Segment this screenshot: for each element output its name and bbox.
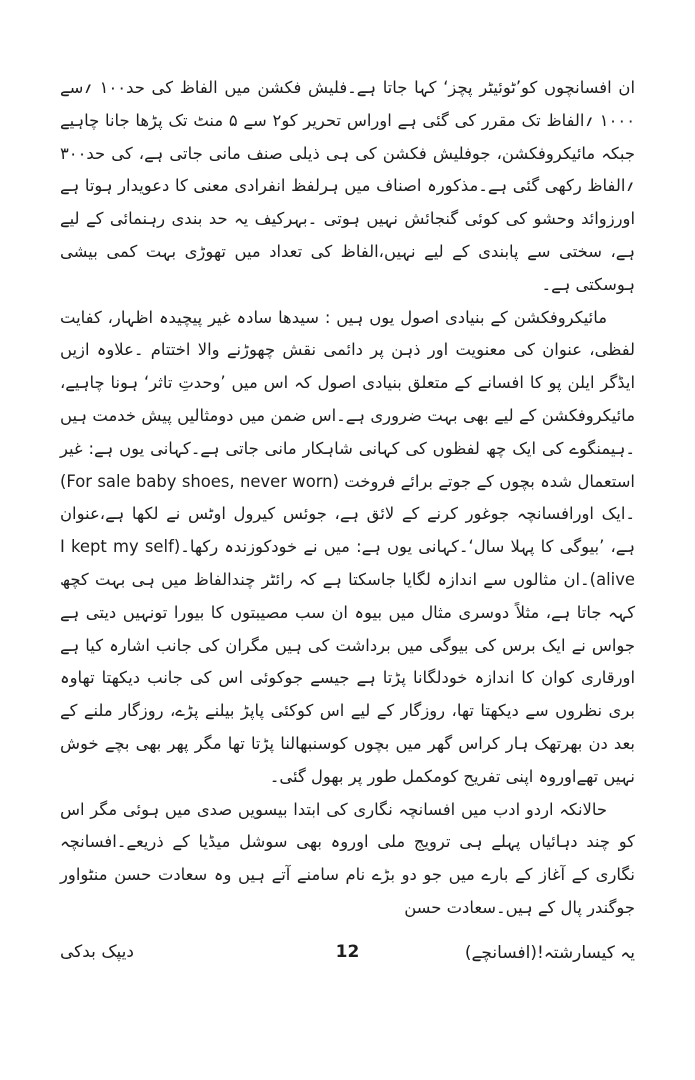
paragraph-1: ان افسانچوں کو’ٹوئیٹر پچز‘ کہا جاتا ہے۔فلیش فکشن میں الفاظ کی حد۱۰۰ ؍سے ۱۰۰۰ ؍الفاظ تک مقرر کی گئی ہے اوراس تحریر کو۲ سے ۵ منٹ تک پڑھا جانا چاہیے جبکہ مائیکروفکشن، جوفلیش فکشن کی ہی ذیلی صنف مانی جاتی ہے، کی حد۳۰۰ ؍الفاظ رکھی گئی ہے۔مذکورہ اصناف میں ہرلفظ انفرادی معنی کا دعویدار ہوتا ہے اورزوائد وحشو کی کوئی گنجائش نہیں ہوتی ۔بہرکیف یہ حد بندی رہنمائی کے لیے ہے، سختی سے پابندی کے لیے نہیں،الفاظ کی تعداد میں تھوڑی بہت کمی بیشی ہوسکتی ہے۔ — [60, 78, 636, 294]
footer-book-title: یہ کیسارشتہ!(افسانچے) — [464, 943, 635, 963]
paragraph-3: حالانکہ اردو ادب میں افسانچہ نگاری کی ابتدا بیسویں صدی میں ہوئی مگر اس کو چند دہائیاں پہلے ہی ترویج ملی اوروہ بھی سوشل میڈیا کے ذریعے۔افسانچہ نگاری کے آغاز کے بارے میں جو دو بڑے نام سامنے آتے ہیں وہ سعادت حسن منٹواور جوگندر پال کے ہیں۔سعادت حسن — [60, 799, 635, 917]
page-footer — [60, 942, 635, 982]
paragraph-2: مائیکروفکشن کے بنیادی اصول یوں ہیں : سیدھا سادہ غیر پیچیدہ اظہار، کفایت لفظی، عنوان کی معنویت اور ذہن پر دائمی نقش چھوڑنے والا اختتام ۔علاوہ ازیں ایڈگر ایلن پو کا افسانے کے متعلق بنیادی اصول کہ اس میں ’وحدتِ تاثر‘ ہونا چاہیے، مائیکروفکشن کے لیے بھی بہت ضروری ہے۔اس ضمن میں دومثالیں پیش خدمت ہیں ۔ہیمنگوے کی ایک چھ لفظوں کی کہانی شاہکار مانی جاتی ہے۔کہانی یوں ہے: غیر استعمال شدہ بچوں کے جوتے برائے فروخت (For sale baby shoes, never worn) ۔ایک اورافسانچہ جوغور کرنے کے لائق ہے، جوئس کیرول اوٹس نے لکھا ہے،عنوان ہے، ’بیوگی کا پہلا سال‘۔کہانی یوں ہے: میں نے خودکوزندہ رکھا۔(I kept my self alive)۔ان مثالوں سے اندازہ لگایا جاسکتا ہے کہ رائٹر چندالفاظ میں ہی بہت کچھ کہہ جاتا ہے، مثلاً دوسری مثال میں بیوہ ان سب مصیبتوں کا بیورا تونہیں دیتی ہے جواس نے ایک برس کی بیوگی میں برداشت کی ہیں مگران کی جانب اشارہ کیا ہے اورقاری کوان کا اندازہ خودلگانا پڑتا ہے جیسے جوکوئی اس کی جانب دیکھتا تھاوہ بری نظروں سے دیکھتا تھا، روزگار کے لیے اس کوکئی پاپڑ بیلنے پڑے، روزگار ملنے کے بعد دن بھرتھک ہار کراس گھر میں بچوں کوسنبھالنا پڑتا تھا مگر پھر بھی بچے خوش نہیں تھےاوروہ اپنی تفریح کومکمل طور پر بھول گئی۔ — [60, 307, 635, 786]
footer-author: دیپک بدکی — [60, 942, 134, 962]
body-text — [60, 72, 635, 925]
page-number: 12 — [335, 942, 360, 962]
